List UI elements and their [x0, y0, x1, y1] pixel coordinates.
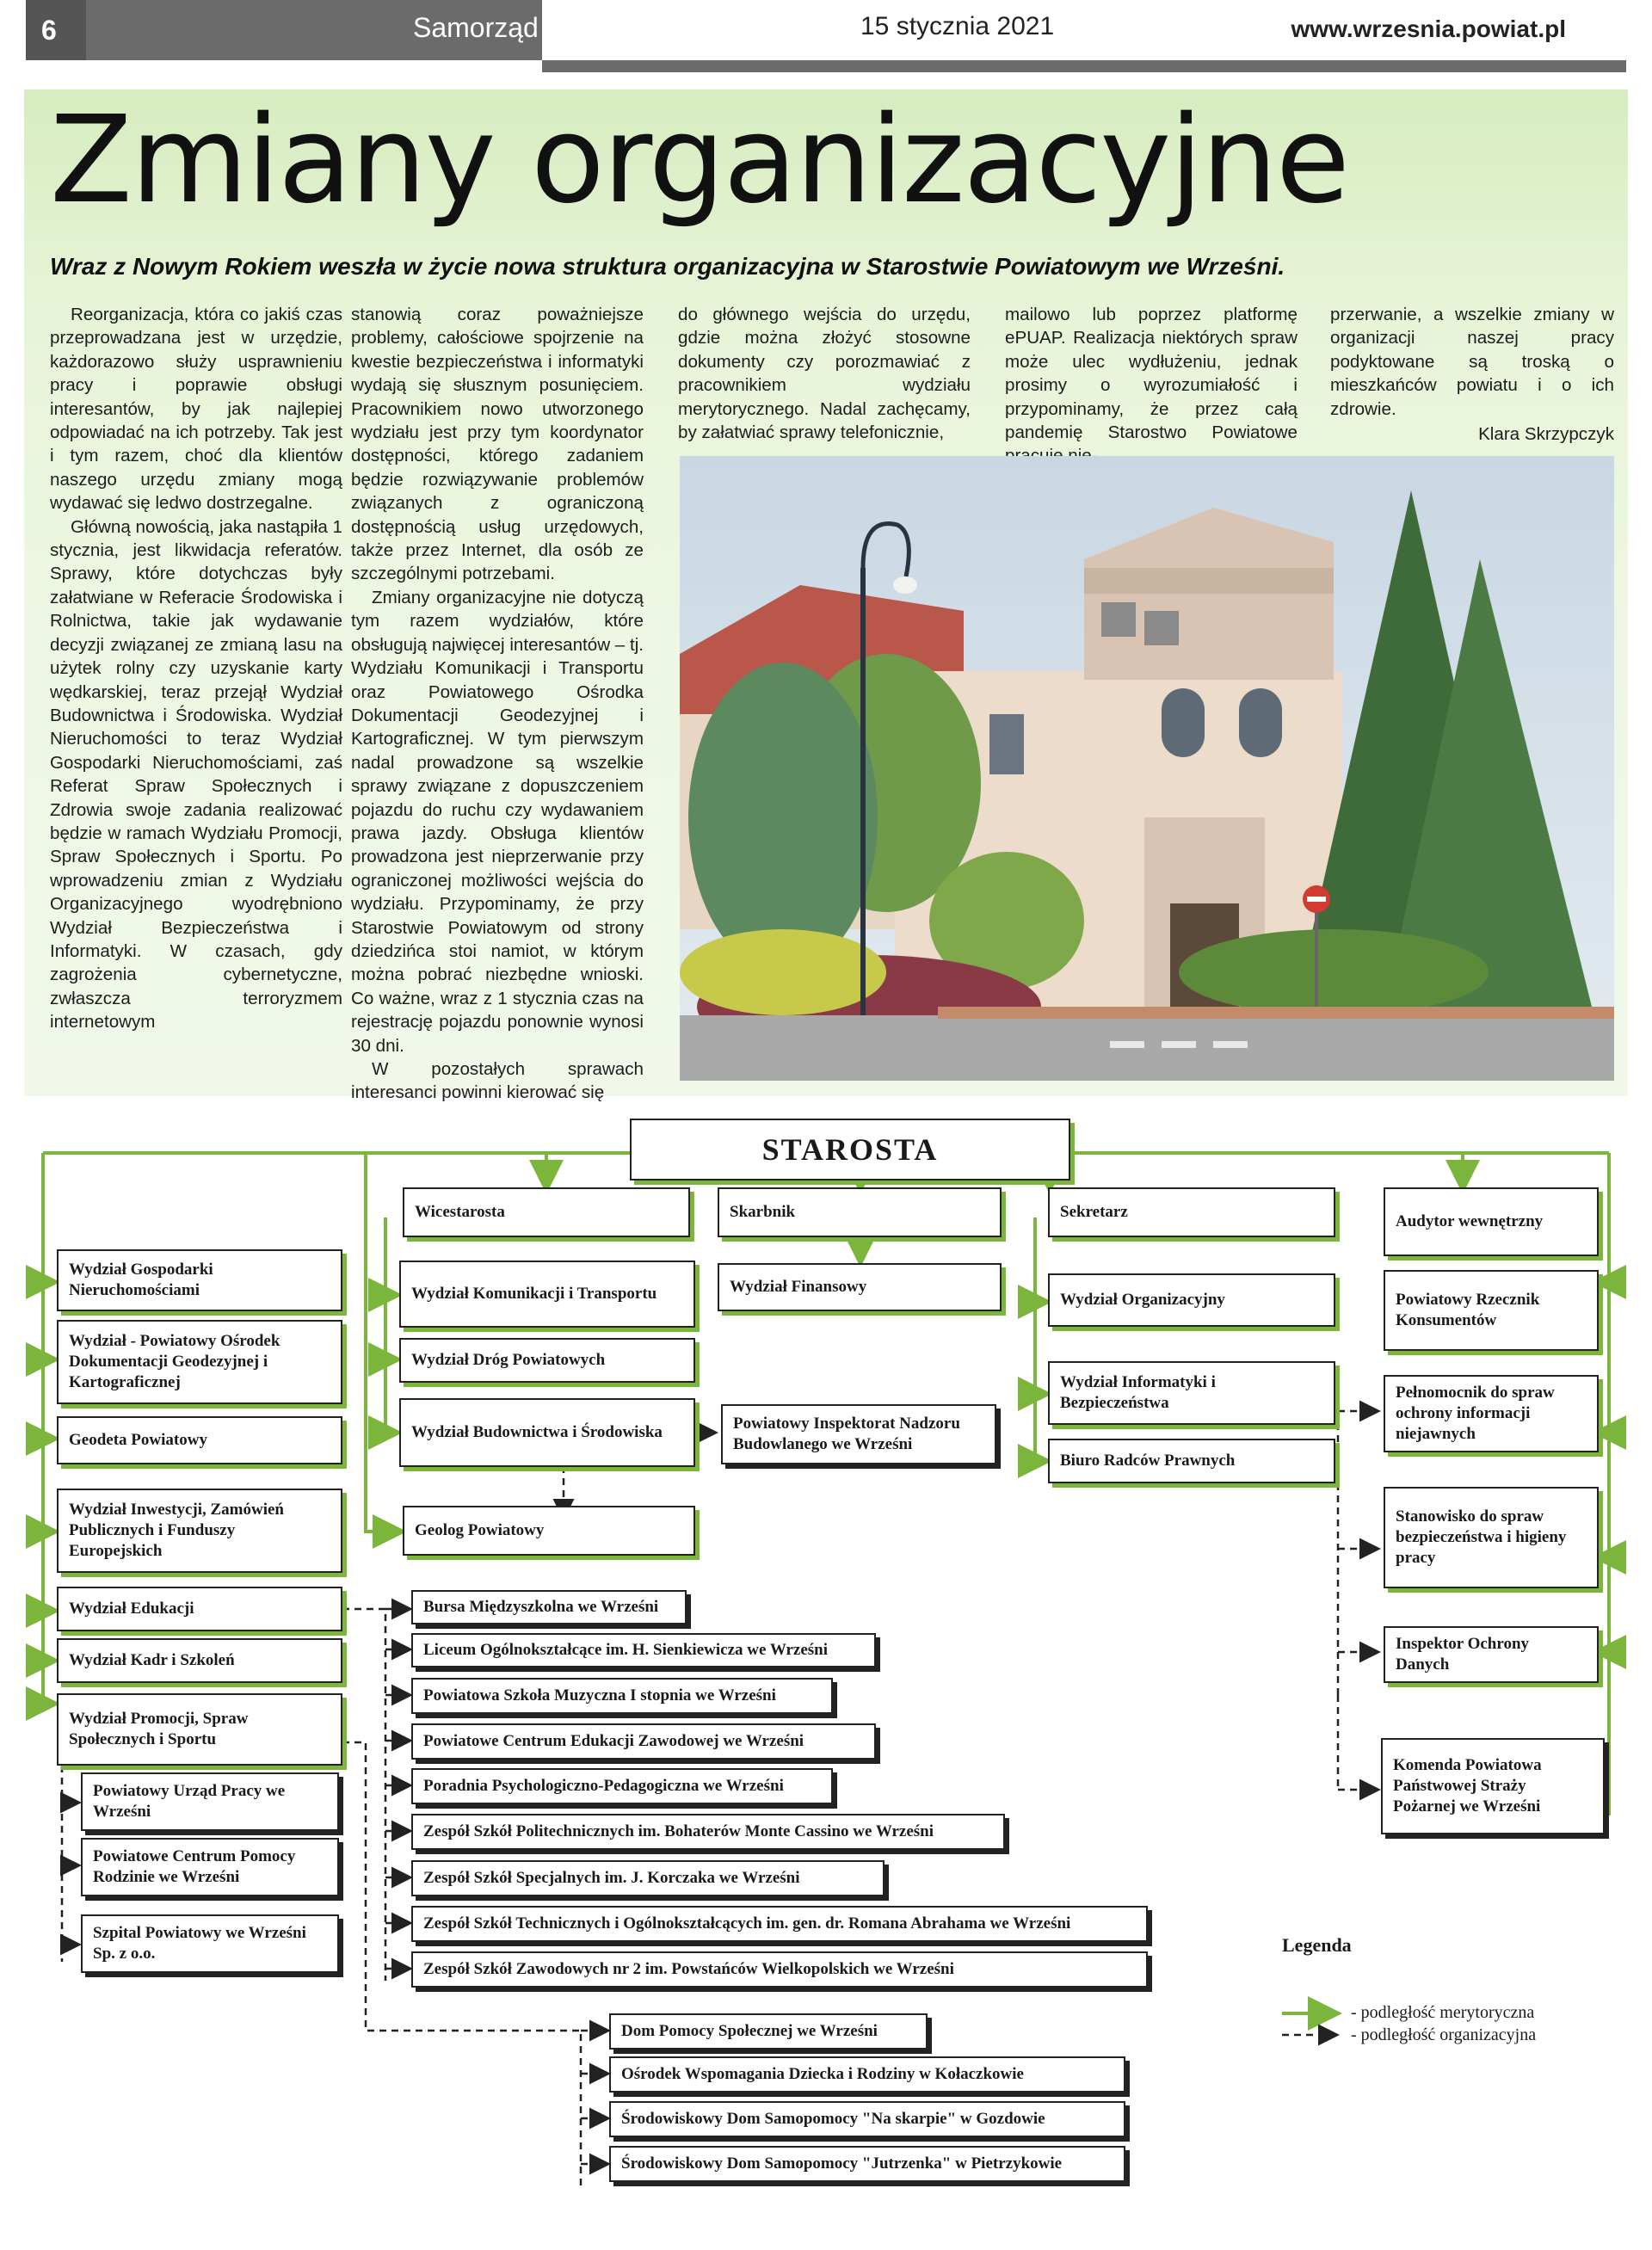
sekretarz-unit [1048, 1439, 1335, 1483]
left-unit [57, 1587, 342, 1631]
unit-label: Powiatowy Inspektorat Nadzoru Budowlanego we Wrześni [733, 1415, 960, 1453]
unit-label: Środowiskowy Dom Samopomocy "Jutrzenka" w Pietrzykowie [621, 2154, 1063, 2173]
article-lead: Wraz z Nowym Rokiem weszła w życie nowa struktura organizacyjna w Starostwie Powiatowym we Wrześni. [50, 253, 1285, 280]
building-photo [680, 456, 1614, 1081]
unit-label: Wydział Inwestycji, Zamówień Publicznych i Funduszy Europejskich [69, 1501, 284, 1560]
unit-label: Wydział Gospodarki Nieruchomościami [69, 1261, 213, 1299]
unit-label: Wydział - Powiatowy Ośrodek Dokumentacji Geodezyjnej i Kartograficznej [69, 1332, 280, 1391]
article-author: Klara Skrzypczyk [1478, 424, 1614, 445]
unit-label: Zespół Szkół Technicznych i Ogólnokształcących im. gen. dr. Romana Abrahama we Wrześni [423, 1914, 1071, 1933]
article-title: Zmiany organizacyjne [50, 90, 1348, 231]
left-unit [57, 1320, 342, 1404]
legend-solid: - podległość merytoryczna [1351, 2003, 1535, 2022]
geolog-box [403, 1506, 695, 1556]
wice-unit [399, 1398, 695, 1467]
unit-label: Zespół Szkół Politechnicznych im. Bohaterów Monte Cassino we Wrześni [423, 1822, 934, 1840]
unit-label: Wydział Informatyki i Bezpieczeństwa [1060, 1373, 1216, 1412]
sekretarz-unit [1048, 1273, 1335, 1327]
org-chart [0, 1101, 1652, 2250]
school-unit [411, 1633, 876, 1667]
right-unit [1384, 1626, 1599, 1683]
unit-label: Powiatowe Centrum Pomocy Rodzinie we Wrześni [93, 1847, 296, 1886]
unit-label: Komenda Powiatowa Państwowej Straży Pożarnej we Wrześni [1393, 1756, 1542, 1815]
paragraph: Zmiany organizacyjne nie dotyczą tym razem wydziałów, które obsługują najwięcej interesantów – tj. Wydziału Komunikacji i Transportu oraz Powiatowego Ośrodka Dokumentacji Geodezyjnej i Kartograficznej. W tym pierwszym nadal prowadzone są wszelkie sprawy związane z dopuszczeniem pojazdu do ruchu czy wydawaniem prawa jazdy. Obsługa klientów prowadzona jest nieprzerwanie przy ograniczonej możliwości wejścia do wydziału. Przypominamy, że przy Starostwie Powiatowym od strony dziedzińca stoi namiot, w którym można pobrać niezbędne wnioski. Co ważne, wraz z 1 stycznia czas na rejestrację pojazdu ponownie wynosi 30 dni. [351, 587, 644, 1056]
unit-label: Ośrodek Wspomagania Dziecka i Rodziny w Kołaczkowie [621, 2065, 1024, 2083]
unit-label: Zespół Szkół Specjalnych im. J. Korczaka we Wrześni [423, 1869, 800, 1887]
paragraph: Reorganizacja, która co jakiś czas przeprowadzana jest w urzędzie, każdorazowo służy usprawnieniu pracy i poprawie obsługi interesantów, by jak najlepiej odpowiadać na ich potrzeby. Tak jest i tym razem, choć dla klientów naszego urzędu zmiany mogą wydawać się ledwo dostrzegalne. [50, 305, 342, 514]
section-label: Samorząd [86, 0, 542, 60]
header-rule [542, 60, 1626, 72]
unit-label: Poradnia Psychologiczno-Pedagogiczna we Wrześni [423, 1777, 784, 1795]
unit-label: Geodeta Powiatowy [69, 1431, 207, 1449]
article-column-1 [50, 303, 342, 1034]
school-unit [411, 1678, 833, 1714]
wice-unit [399, 1261, 695, 1328]
left-unit [57, 1416, 342, 1464]
school-unit [411, 1814, 1005, 1850]
social-unit [609, 2056, 1125, 2093]
issue-date: 15 stycznia 2021 [860, 12, 1055, 40]
audytor-box [1384, 1187, 1599, 1256]
unit-label: Dom Pomocy Społecznej we Wrześni [621, 2022, 878, 2040]
unit-label: Bursa Międzyszkolna we Wrześni [423, 1598, 659, 1616]
building-illustration [680, 456, 1614, 1081]
right-unit [1381, 1738, 1605, 1834]
paragraph: stanowią coraz poważniejsze problemy, całościowe spojrzenie na kwestie bezpieczeństwa i informatyki wydają się słusznym posunięciem. Pracownikiem nowo utworzonego wydziału jest przy tym koordynator dostępności, którego zadaniem będzie rozwiązywanie problemów związanych z ograniczoną dostępnością usług urzędowych, także przez Internet, dla osób ze szczególnymi potrzebami. [351, 305, 644, 584]
page-number: 6 [26, 0, 86, 60]
pinb-box [721, 1404, 996, 1464]
unit-label: Powiatowe Centrum Edukacji Zawodowej we Wrześni [423, 1732, 804, 1750]
skarbnik-label: Skarbnik [730, 1203, 796, 1221]
unit-label: Powiatowa Szkoła Muzyczna I stopnia we Wrześni [423, 1686, 776, 1704]
skarbnik-unit [718, 1263, 1002, 1311]
school-unit [411, 1590, 687, 1624]
left-unit [57, 1489, 342, 1573]
article-column-5 [1330, 303, 1614, 446]
starosta-box [630, 1119, 1070, 1180]
unit-label: Wydział Komunikacji i Transportu [411, 1285, 657, 1303]
unit-label: Biuro Radców Prawnych [1060, 1452, 1236, 1470]
left-sub-unit [81, 1914, 339, 1973]
unit-label: Wydział Dróg Powiatowych [411, 1351, 606, 1369]
starosta-label: STAROSTA [761, 1132, 939, 1167]
unit-label: Geolog Powiatowy [415, 1521, 545, 1539]
unit-label: Stanowisko do spraw bezpieczeństwa i higieny pracy [1396, 1507, 1567, 1567]
unit-label: Wydział Edukacji [69, 1600, 194, 1618]
wicestarosta-label: Wicestarosta [415, 1203, 505, 1221]
unit-label: Pełnomocnik do spraw ochrony informacji niejawnych [1396, 1384, 1555, 1443]
unit-label: Szpital Powiatowy we Wrześni Sp. z o.o. [93, 1924, 306, 1963]
left-unit [57, 1638, 342, 1683]
unit-label: Wydział Budownictwa i Środowiska [411, 1423, 663, 1441]
left-unit [57, 1693, 342, 1766]
article-column-2 [351, 303, 644, 1105]
social-unit [609, 2101, 1125, 2137]
paragraph: W pozostałych sprawach interesanci powinni kierować się [351, 1059, 644, 1103]
skarbnik-box [718, 1187, 1002, 1237]
sekretarz-unit [1048, 1361, 1335, 1425]
unit-label: Środowiskowy Dom Samopomocy "Na skarpie" w Gozdowie [621, 2110, 1045, 2128]
unit-label: Wydział Organizacyjny [1060, 1291, 1225, 1309]
audytor-label: Audytor wewnętrzny [1396, 1212, 1544, 1230]
article-column-4 [1005, 303, 1298, 468]
school-unit [411, 1860, 885, 1896]
page-header [26, 0, 1626, 79]
right-unit [1384, 1487, 1599, 1588]
wice-unit [399, 1338, 695, 1383]
school-unit [411, 1723, 876, 1760]
legend-dashed: - podległość organizacyjna [1351, 2025, 1537, 2044]
unit-label: Wydział Kadr i Szkoleń [69, 1651, 235, 1669]
social-unit [609, 2146, 1125, 2182]
wicestarosta-box [403, 1187, 690, 1237]
social-unit [609, 2013, 928, 2050]
unit-label: Liceum Ogólnokształcące im. H. Sienkiewicza we Wrześni [423, 1641, 829, 1659]
right-unit [1384, 1375, 1599, 1452]
unit-label: Inspektor Ochrony Danych [1396, 1635, 1530, 1674]
paragraph: Główną nowością, jaka nastąpiła 1 stycznia, jest likwidacja referatów. Sprawy, które dotychczas były załatwiane w Referacie Środowiska i Rolnictwa, takie jak wydawanie decyzji związanej ze zmianą lasu na użytek rolny czy uzyskanie karty wędkarskiej, teraz przejął Wydział Budownictwa i Środowiska. Wydział Nieruchomości to teraz Wydział Gospodarki Nieruchomościami, zaś Referat Spraw Społecznych i Zdrowia swoje zadania realizować będzie w ramach Wydziału Promocji, Spraw Społecznych i Sportu. Po wprowadzeniu zmian z Wydziału Organizacyjnego wyodrębniono Wydział Bezpieczeństwa i Informatyki. W czasach, gdy zagrożenia cybernetyczne, zwłaszcza terroryzmem internetowym [50, 516, 342, 1033]
school-unit [411, 1768, 833, 1804]
unit-label: Zespół Szkół Zawodowych nr 2 im. Powstańców Wielkopolskich we Wrześni [423, 1960, 954, 1978]
paragraph: przerwanie, a wszelkie zmiany w organizacji naszej pracy podyktowane są troską o mieszkańców powiatu i o ich zdrowie. [1330, 305, 1614, 419]
right-unit [1384, 1270, 1599, 1351]
unit-label: Wydział Promocji, Spraw Społecznych i Sportu [69, 1710, 249, 1748]
sekretarz-box [1048, 1187, 1335, 1237]
website-link[interactable]: www.wrzesnia.powiat.pl [1291, 15, 1566, 42]
paragraph: do głównego wejścia do urzędu, gdzie można złożyć stosowne dokumenty czy porozmawiać z pracownikiem wydziału merytorycznego. Nadal zachęcamy, by załatwiać sprawy telefonicznie, [678, 305, 971, 443]
unit-label: Wydział Finansowy [730, 1278, 867, 1296]
paragraph: mailowo lub poprzez platformę ePUAP. Realizacja niektórych spraw może ulec wydłużeniu, jednak prosimy o wyrozumiałość i przypominamy, że przez całą pandemię Starostwo Powiatowe [1005, 305, 1298, 443]
unit-label: Powiatowy Urząd Pracy we Wrześni [93, 1782, 286, 1821]
left-unit [57, 1249, 342, 1311]
legend-title: Legenda [1282, 1934, 1352, 1956]
left-sub-unit [81, 1838, 339, 1896]
left-sub-unit [81, 1772, 339, 1831]
sekretarz-label: Sekretarz [1060, 1203, 1128, 1221]
unit-label: Powiatowy Rzecznik Konsumentów [1396, 1291, 1540, 1329]
school-unit [411, 1906, 1148, 1942]
school-unit [411, 1951, 1148, 1988]
article-column-3 [678, 303, 971, 444]
